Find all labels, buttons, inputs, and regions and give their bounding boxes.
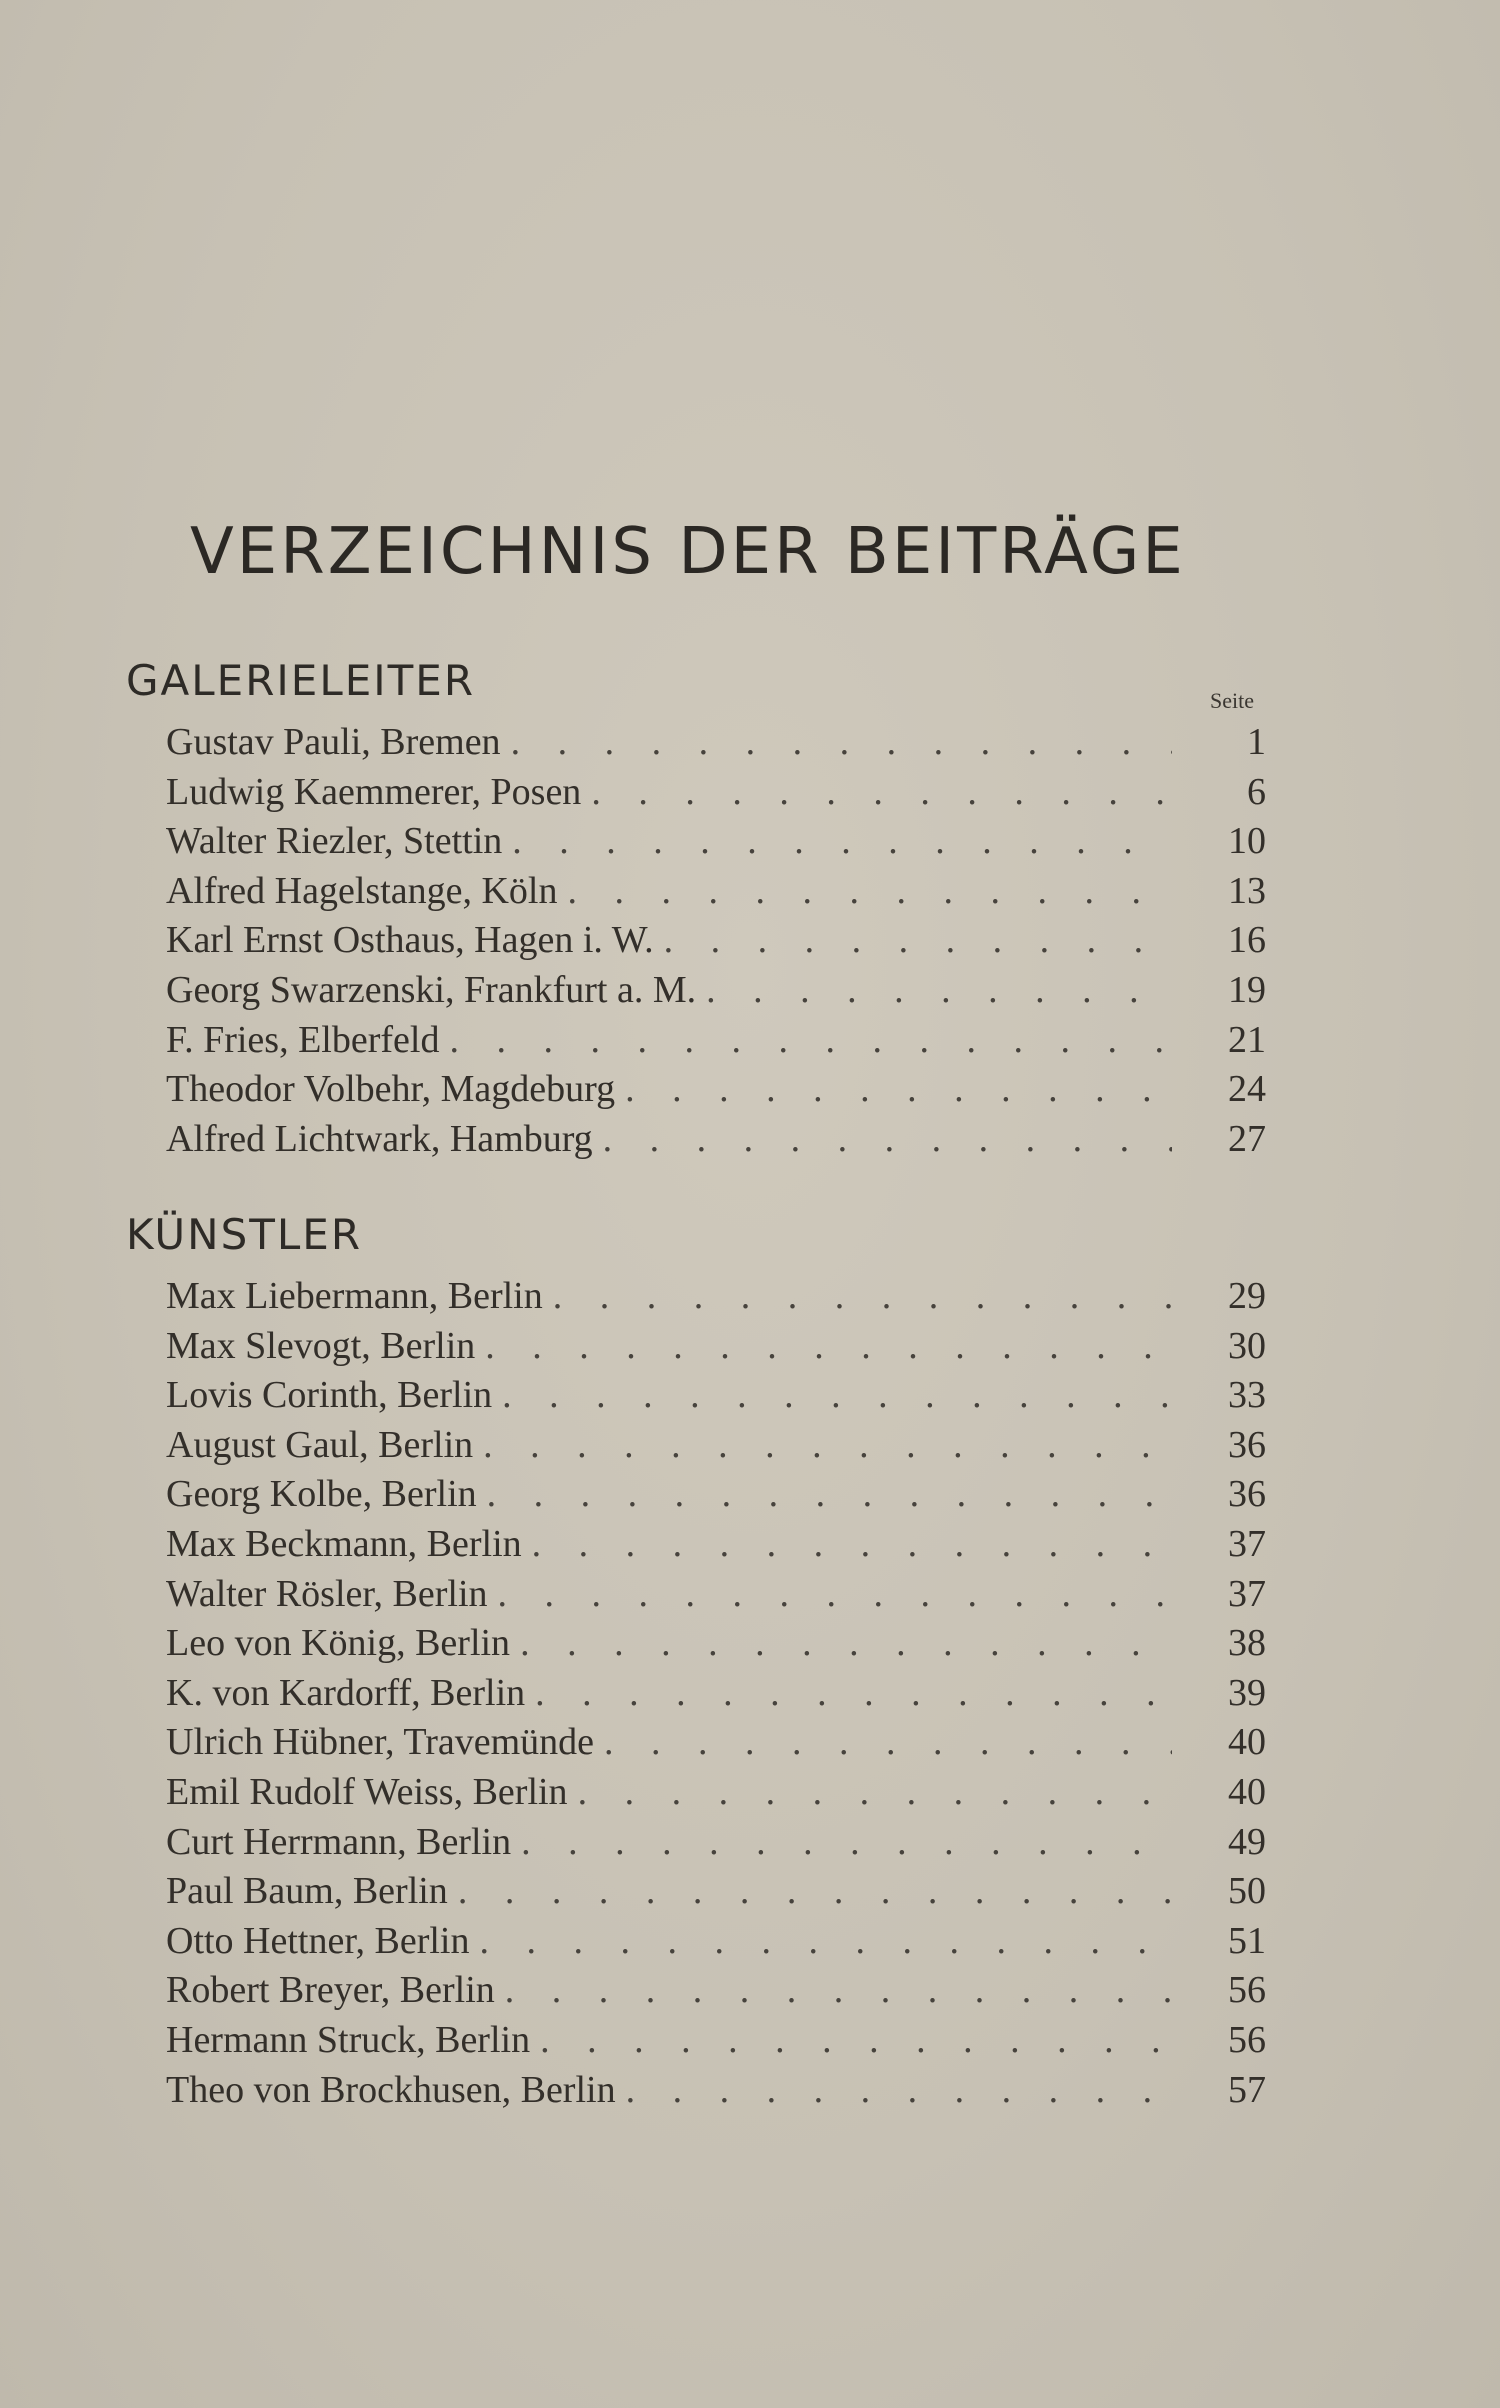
toc-entry	[166, 1818, 1266, 1868]
toc-entry-page-number: 36	[1228, 1423, 1266, 1466]
toc-entry-name: Emil Rudolf Weiss, Berlin	[166, 1770, 568, 1813]
dot-leader	[568, 867, 1173, 917]
toc-entry-page-number: 56	[1228, 2018, 1266, 2061]
toc-list-kuenstler	[166, 1272, 1266, 2115]
toc-entry-page-number: 57	[1228, 2068, 1266, 2111]
toc-entry-page-number: 16	[1228, 919, 1266, 962]
dot-leader	[706, 966, 1172, 1016]
toc-entry	[166, 2016, 1266, 2066]
toc-entry-name: Ludwig Kaemmerer, Posen	[166, 770, 582, 813]
dot-leader	[498, 1570, 1173, 1620]
dot-leader	[625, 1065, 1172, 1115]
toc-entry	[166, 1520, 1266, 1570]
toc-entry-name: Max Beckmann, Berlin	[166, 1522, 522, 1565]
dot-leader	[485, 1322, 1172, 1372]
toc-entry	[166, 1966, 1266, 2016]
toc-entry-name: Walter Rösler, Berlin	[166, 1572, 488, 1615]
toc-entry-name: Ulrich Hübner, Travemünde	[166, 1721, 595, 1764]
toc-entry-page-number: 13	[1228, 869, 1266, 912]
toc-entry	[166, 2066, 1266, 2116]
dot-leader	[532, 1520, 1172, 1570]
toc-entry-name: Alfred Lichtwark, Hamburg	[166, 1117, 593, 1160]
toc-entry-page-number: 30	[1228, 1324, 1266, 1367]
toc-entry-page-number: 49	[1228, 1820, 1266, 1863]
section-heading-kuenstler: KÜNSTLER	[126, 1210, 363, 1259]
dot-leader	[603, 1115, 1172, 1165]
toc-entry-name: Georg Kolbe, Berlin	[166, 1473, 477, 1516]
toc-entry	[166, 768, 1266, 818]
toc-entry-name: Max Liebermann, Berlin	[166, 1275, 543, 1317]
dot-leader	[521, 1818, 1172, 1868]
toc-entry-page-number: 29	[1228, 1275, 1266, 1317]
toc-entry-page-number: 40	[1228, 1770, 1266, 1813]
toc-entry	[166, 1421, 1266, 1471]
toc-entry-page-number: 37	[1228, 1572, 1266, 1615]
toc-entry	[166, 1065, 1266, 1115]
dot-leader	[535, 1669, 1172, 1719]
toc-entry-name: Leo von König, Berlin	[166, 1622, 511, 1665]
toc-entry	[166, 1669, 1266, 1719]
toc-entry-page-number: 1	[1247, 721, 1266, 763]
toc-entry-name: K. von Kardorff, Berlin	[166, 1671, 526, 1714]
toc-entry-name: Theodor Volbehr, Magdeburg	[166, 1068, 616, 1111]
section-heading-galerieleiter: GALERIELEITER	[126, 656, 476, 705]
dot-leader	[553, 1272, 1172, 1322]
toc-entry	[166, 1768, 1266, 1818]
toc-entry	[166, 916, 1266, 966]
toc-entry-name: Otto Hettner, Berlin	[166, 1919, 470, 1962]
toc-entry-page-number: 21	[1228, 1018, 1266, 1061]
toc-entry	[166, 1718, 1266, 1768]
toc-entry	[166, 1322, 1266, 1372]
dot-leader	[591, 768, 1172, 818]
dot-leader	[578, 1768, 1172, 1818]
toc-entry-page-number: 27	[1228, 1117, 1266, 1160]
toc-entry-name: Theo von Brockhusen, Berlin	[166, 2068, 616, 2111]
dot-leader	[511, 718, 1172, 768]
toc-entry-page-number: 33	[1228, 1374, 1266, 1417]
toc-entry	[166, 1867, 1266, 1917]
toc-entry-name: August Gaul, Berlin	[166, 1423, 474, 1466]
toc-entry	[166, 1917, 1266, 1967]
dot-leader	[664, 916, 1172, 966]
toc-entry-page-number: 19	[1228, 968, 1266, 1011]
toc-entry	[166, 1619, 1266, 1669]
toc-entry-page-number: 10	[1228, 820, 1266, 863]
toc-entry-name: Georg Swarzenski, Frankfurt a. M.	[166, 968, 697, 1011]
toc-entry-page-number: 36	[1228, 1473, 1266, 1516]
dot-leader	[483, 1421, 1172, 1471]
toc-entry-name: F. Fries, Elberfeld	[166, 1018, 440, 1061]
toc-entry-page-number: 40	[1228, 1721, 1266, 1764]
dot-leader	[604, 1718, 1172, 1768]
toc-entry-name: Walter Riezler, Stettin	[166, 820, 503, 863]
toc-entry-name: Lovis Corinth, Berlin	[166, 1374, 493, 1417]
dot-leader	[502, 1371, 1172, 1421]
toc-entry-page-number: 39	[1228, 1671, 1266, 1714]
toc-entry-page-number: 6	[1247, 770, 1266, 813]
dot-leader	[512, 817, 1172, 867]
toc-entry-name: Karl Ernst Osthaus, Hagen i. W.	[166, 919, 654, 962]
dot-leader	[479, 1917, 1172, 1967]
toc-entry	[166, 1570, 1266, 1620]
toc-list-galerieleiter	[166, 718, 1266, 1164]
toc-entry-page-number: 37	[1228, 1522, 1266, 1565]
dot-leader	[626, 2066, 1172, 2116]
toc-entry-name: Paul Baum, Berlin	[166, 1870, 448, 1913]
toc-entry-name: Alfred Hagelstange, Köln	[166, 869, 558, 912]
dot-leader	[505, 1966, 1172, 2016]
toc-entry-name: Robert Breyer, Berlin	[166, 1969, 495, 2012]
toc-entry	[166, 966, 1266, 1016]
dot-leader	[449, 1016, 1172, 1066]
toc-entry	[166, 718, 1266, 768]
toc-entry-name: Max Slevogt, Berlin	[166, 1324, 476, 1367]
toc-entry-page-number: 50	[1228, 1870, 1266, 1913]
toc-entry-page-number: 56	[1228, 1969, 1266, 2012]
dot-leader	[540, 2016, 1172, 2066]
dot-leader	[487, 1470, 1172, 1520]
dot-leader	[520, 1619, 1172, 1669]
toc-entry-name: Gustav Pauli, Bremen	[166, 721, 501, 763]
toc-entry-name: Curt Herrmann, Berlin	[166, 1820, 512, 1863]
dot-leader	[458, 1867, 1172, 1917]
toc-entry	[166, 1115, 1266, 1165]
toc-entry-page-number: 38	[1228, 1622, 1266, 1665]
page-column-label: Seite	[1210, 688, 1254, 713]
toc-entry	[166, 867, 1266, 917]
toc-entry	[166, 1371, 1266, 1421]
toc-entry	[166, 1470, 1266, 1520]
toc-entry	[166, 1016, 1266, 1066]
toc-entry-page-number: 24	[1228, 1068, 1266, 1111]
toc-entry	[166, 817, 1266, 867]
toc-entry-page-number: 51	[1228, 1919, 1266, 1962]
toc-entry-name: Hermann Struck, Berlin	[166, 2018, 531, 2061]
page-title: VERZEICHNIS DER BEITRÄGE	[190, 515, 1186, 589]
toc-entry	[166, 1272, 1266, 1322]
